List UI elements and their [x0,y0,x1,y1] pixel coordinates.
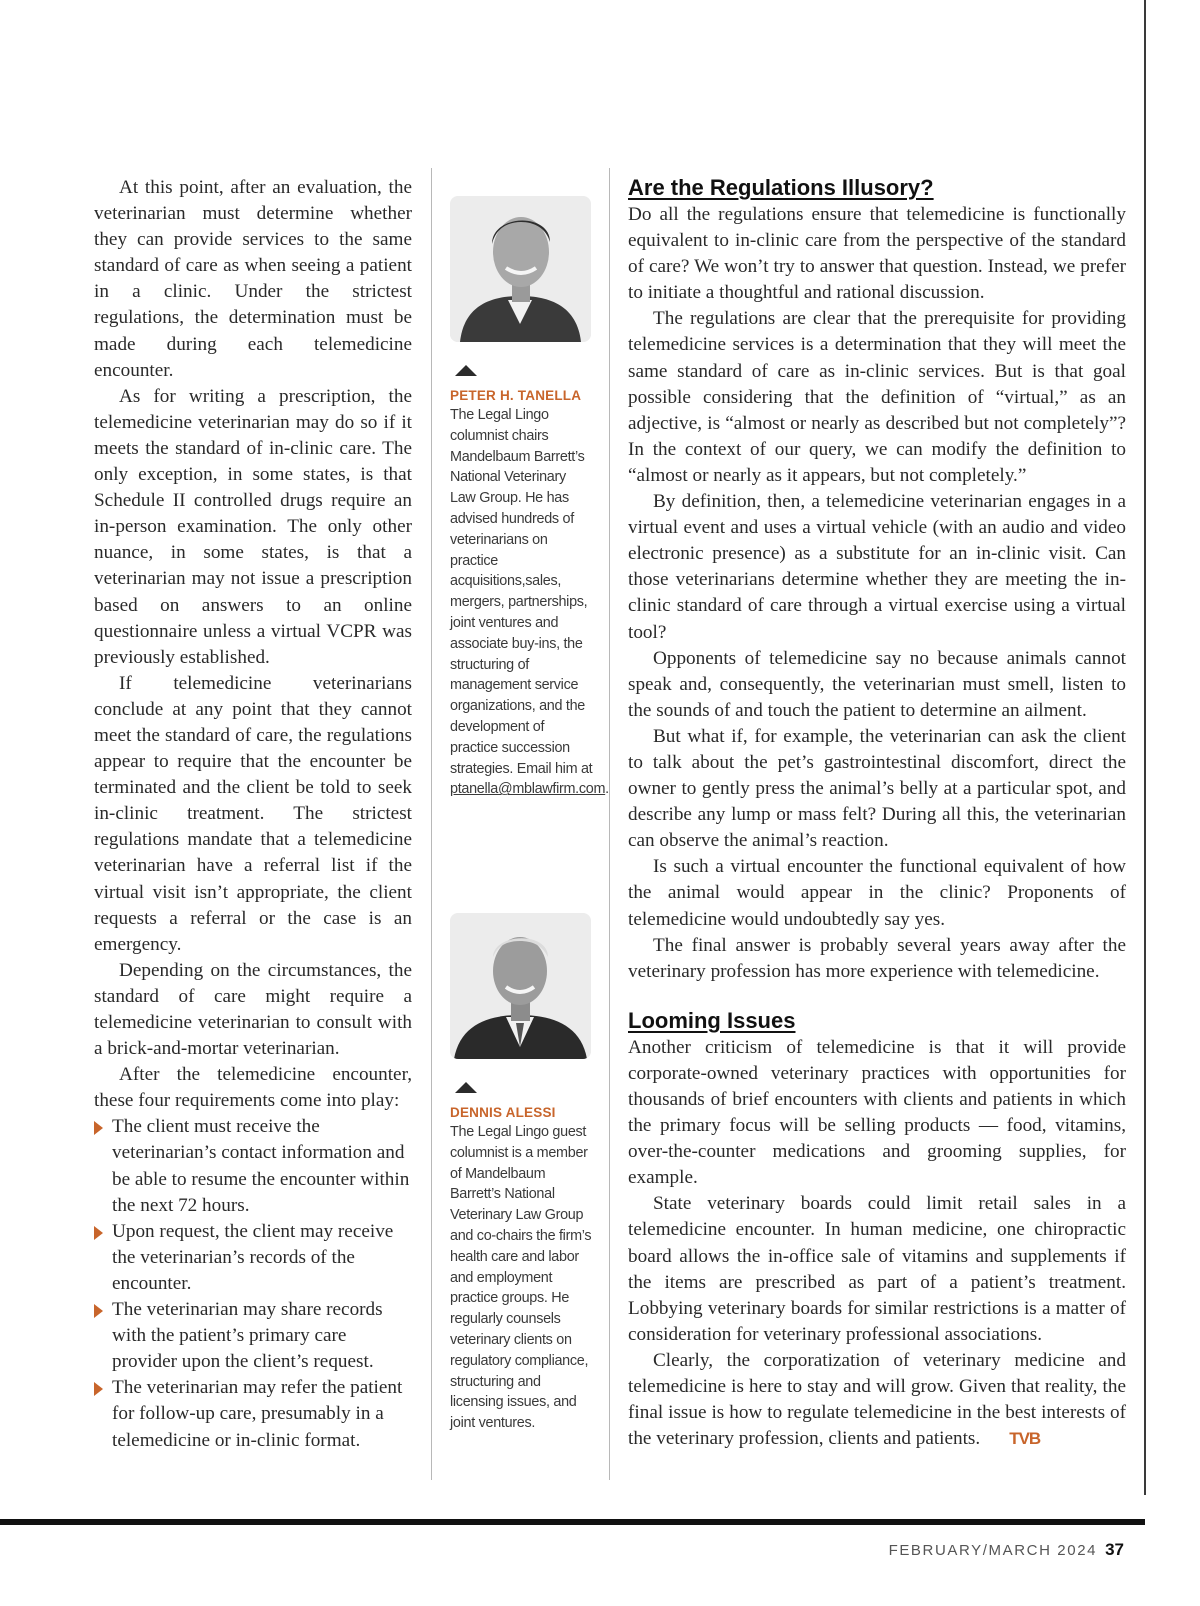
caption-arrow-icon [455,1082,477,1093]
right-column [628,175,1126,1452]
paragraph: Another criticism of telemedicine is that it will provide corporate-owned veterinary practices with opportunities for thousands of brief encounters with clients and patients in which the primary focus will be selling products — food, vitamins, over-the-counter medications and grooming supplies, for example. [628,1036,1126,1189]
paragraph: The final answer is probably several years away after the veterinary profession has more experience with telemedicine. [628,934,1126,982]
author-bio-alessi [450,913,595,1434]
column-divider-left [431,168,432,1480]
paragraph: Depending on the circumstances, the standard of care might require a telemedicine veterinarian to consult with a brick-and-mortar veterinarian. [94,959,412,1060]
paragraph: As for writing a prescription, the telemedicine veterinarian may do so if it meets the standard of in-clinic care. The only exception, in some states, is that Schedule II controlled drugs require an in-person examination. The only other nuance, in some states, is that a veterinarian may not issue a prescription based on answers to an online questionnaire unless a virtual VCPR was previously established. [94,385,412,668]
list-item: The veterinarian may refer the patient for follow-up care, presumably in a telemedicine or in-clinic format. [94,1375,412,1453]
bullet-triangle-icon [94,1382,103,1396]
author-bio-tanella [450,196,609,800]
caption-arrow-icon [455,365,477,376]
page-number: 37 [1105,1540,1124,1559]
paragraph: If telemedicine veterinarians conclude at any point that they cannot meet the standard of care, the regulations appear to require that the encounter be terminated and the client be told to seek in-clinic treatment. The strictest regulations mandate that a telemedicine veterinarian have a referral list if the virtual visit isn’t appropriate, the client requests a referral or the case is an emergency. [94,672,412,955]
list-item: The veterinarian may share records with the patient’s primary care provider upon the client’s request. [94,1297,412,1375]
author-description: The Legal Lingo columnist chairs Mandelbaum Barrett’s National Veterinary Law Group. He has advised hundreds of veterinarians on practice acquisitions,sales, mergers, partnerships, joint ventures and associate buy-ins, the structuring of management service organizations, and the development of practice succession strategies. Email him at ptanella@mblawfirm.com. [450,407,609,798]
paragraph: But what if, for example, the veterinarian can ask the client to talk about the pet’s gastrointestinal discomfort, direct the owner to gently press the animal’s belly at a particular spot, and describe any lump or mass felt? During all this, the veterinarian can observe the animal’s reaction. [628,725,1126,852]
bullet-triangle-icon [94,1121,103,1135]
email-link[interactable]: ptanella@mblawfirm.com [450,781,606,798]
portrait-icon [450,196,591,342]
paragraph: The regulations are clear that the prerequisite for providing telemedicine services is a determination that they will meet the same standard of care as in-clinic services. But is that goal possible considering that the definition of “virtual,” as an adjective, is “almost or nearly as described but not completely”? In the context of our query, we can modify the definition to “almost or nearly as it appears, but not completely.” [628,308,1126,486]
author-photo [450,913,591,1059]
paragraph: State veterinary boards could limit retail sales in a telemedicine encounter. In human medicine, one chiropractic board allows the in-office sale of vitamins and supplements if the items are prescribed as part of a patient’s treatment. Lobbying veterinary boards for similar restrictions is a matter of consideration for veterinary professional associations. [628,1193,1126,1345]
list-item: Upon request, the client may receive the veterinarian’s records of the encounter. [94,1219,412,1297]
page-footer [889,1540,1124,1560]
paragraph: At this point, after an evaluation, the veterinarian must determine whether they can provide services to the same standard of care as when seeing a patient in a clinic. Under the strictest regulations, the determination must be made during each telemedicine encounter. [94,177,412,381]
author-name: DENNIS ALESSI [450,1105,556,1120]
requirements-list [94,1114,412,1453]
bullet-triangle-icon [94,1304,103,1318]
author-description: The Legal Lingo guest columnist is a member of Mandelbaum Barrett’s National Veterinary Law Group and co-chairs the firm’s health care and labor and employment practice groups. He regularly counsels veterinary clients on regulatory compliance, structuring and licensing issues, and joint ventures. [450,1124,592,1432]
portrait-icon [450,913,591,1059]
page-edge-rule [1144,0,1146,1495]
paragraph: Do all the regulations ensure that telemedicine is functionally equivalent to in-clinic care from the perspective of the standard of care? We won’t try to answer that question. Instead, we prefer to initiate a thoughtful and rational discussion. [628,204,1126,304]
list-item: The client must receive the veterinarian’s contact information and be able to resume the encounter within the next 72 hours. [94,1114,412,1218]
section-heading: Are the Regulations Illusory? [628,175,934,200]
footer-rule [0,1519,1145,1525]
paragraph: Opponents of telemedicine say no because animals cannot speak and, consequently, the veterinarian must smell, listen to the sounds of and touch the patient to determine an ailment. [628,647,1126,721]
author-photo [450,196,591,342]
left-column [94,175,412,1454]
bullet-triangle-icon [94,1226,103,1240]
paragraph: By definition, then, a telemedicine veterinarian engages in a virtual event and uses a virtual vehicle (with an audio and video electronic presence) as a substitute for an in-clinic visit. Can those veterinarians determine whether they are meeting the in-clinic standard of care through a virtual exercise using a virtual tool? [628,491,1126,643]
paragraph: After the telemedicine encounter, these four requirements come into play: [94,1064,412,1112]
author-name: PETER H. TANELLA [450,388,582,403]
end-mark-logo: TVB [1009,1429,1041,1449]
paragraph: Clearly, the corporatization of veterinary medicine and telemedicine is here to stay and will grow. Given that reality, the final issue is how to regulate telemedicine in the best interests of the veterinary profession, clients and patients. TVB [628,1348,1126,1452]
issue-date: FEBRUARY/MARCH 2024 [888,1542,1098,1559]
paragraph: Is such a virtual encounter the functional equivalent of how the animal would appear in the clinic? Proponents of telemedicine would undoubtedly say yes. [628,856,1126,930]
column-divider-right [609,168,610,1480]
section-heading: Looming Issues [628,1007,796,1033]
